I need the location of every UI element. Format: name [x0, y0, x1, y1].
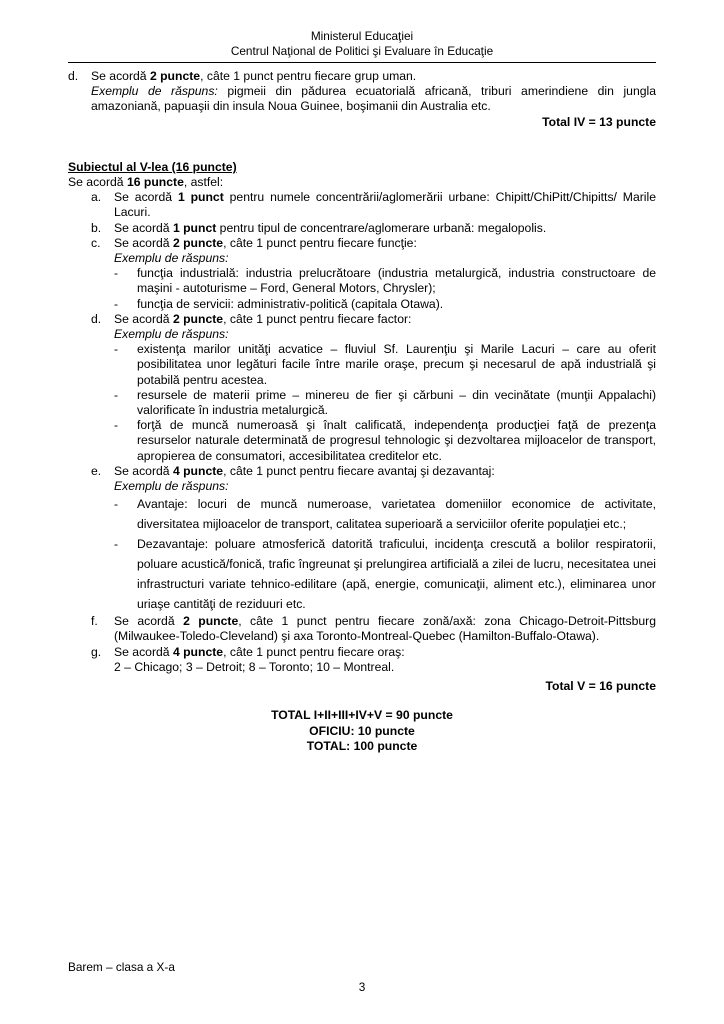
intro-points: 16 puncte	[126, 175, 184, 190]
item-text: , câte 1 punct pentru fiecare grup uman.	[200, 69, 417, 83]
subj5-intro	[68, 175, 656, 190]
example-label: Exemplu de răspuns:	[114, 479, 229, 494]
item-points: 2 puncte	[149, 69, 201, 83]
grand-total-sum: TOTAL I+II+III+IV+V = 90 puncte	[271, 708, 453, 723]
subj5-item-g	[91, 645, 656, 675]
subj5-item-e	[91, 464, 656, 494]
cities-list: 2 – Chicago; 3 – Detroit; 8 – Toronto; 10 – Montreal.	[114, 659, 395, 674]
item-label: c.	[91, 235, 101, 250]
item-points: 2 puncte	[183, 614, 239, 629]
header-ministry: Ministerul Educaţiei	[310, 29, 414, 43]
list-item-text: Dezavantaje: poluare atmosferică datorită traficului, incidenţa crescută a bolilor respiratorii, poluare acustică/fonică, trafic îngreunat şi prelungirea artificială a zilei de lucru, necesitatea unei infrastructuri variate tehnico-edilitare (apă, energie, comunicaţii, aliment etc.), eliminarea unor uriaşe cantităţi de reziduuri etc.	[137, 537, 656, 612]
item-label: d.	[68, 69, 79, 83]
list-item: - forţă de muncă numeroasă şi înalt calificată, independenţa producţiei faţă de prezenţa resurselor naturale determinată de progresul tehnologic şi dezvoltarea mijloacelor de transport, apropierea de consumatori, accesibilitatea creditelor etc.	[114, 418, 656, 463]
list-item-text: funcţia industrială: industria prelucrătoare (industria metalurgică, industria constructoare de maşini - autoturisme – Ford, General Motors, Chrysler);	[137, 266, 656, 296]
total-iv: Total IV = 13 puncte	[542, 114, 656, 129]
item-text: Se acordă	[114, 644, 173, 659]
item-points: 1 punct	[172, 220, 217, 235]
list-item-text: forţă de muncă numeroasă şi înalt calificată, independenţa producţiei faţă de prezenţa resurselor naturale determinată de progresul tehnologic şi dezvoltarea mijloacelor de transport, apropierea de consumatori, accesibilitatea creditelor etc.	[137, 418, 656, 463]
footer-label: Barem – clasa a X-a	[68, 960, 175, 974]
item-label: a.	[91, 190, 102, 205]
list-item-text: existenţa marilor unităţi acvatice – fluviul Sf. Laurenţiu şi Marile Lacuri – care au oferit posibilitatea unor legături facile între marile oraşe, precum şi necesarul de apă industrială şi potabilă pentru acestea.	[137, 342, 656, 387]
item-points: 4 puncte	[172, 644, 224, 659]
item-label: g.	[91, 644, 102, 659]
header-divider	[68, 62, 656, 63]
item-text: pentru numele concentrării/aglomerării urbane: Chipitt/ChiPitt/Chipitts/ Marile Lacuri.	[114, 190, 656, 220]
item-points: 2 puncte	[172, 311, 224, 326]
subj5-item-a	[91, 190, 656, 220]
item-text: , câte 1 punct pentru fiecare zonă/axă: zona Chicago-Detroit-Pittsburg (Milwaukee-Toledo-Cleveland) şi axa Toronto-Montreal-Quebec (Hamilton-Buffalo-Otawa).	[114, 614, 656, 644]
item-points: 4 puncte	[172, 463, 224, 478]
example-text: pigmeii din pădurea ecuatorială africană, triburi amerindiene din jungla amazoniană, papuaşii din insula Noua Guinee, boşimanii din Australia etc.	[91, 84, 656, 114]
item-points: 2 puncte	[172, 235, 224, 250]
total-v: Total V = 16 puncte	[545, 679, 656, 694]
item-text: Se acordă	[114, 220, 173, 235]
example-label: Exemplu de răspuns:	[114, 251, 229, 266]
intro-text: Se acordă	[68, 175, 127, 190]
list-item: - Dezavantaje: poluare atmosferică datorită traficului, incidenţa crescută a bolilor respiratorii, poluare acustică/fonică, trafic îngreunat şi prelungirea artificială a zilei de lucru, necesitatea unei infrastructuri variate tehnico-edilitare (apă, energie, comunicaţii, aliment etc.), eliminarea unor uriaşe cantităţi de reziduuri etc.	[114, 534, 656, 614]
item-label: b.	[91, 220, 102, 235]
item-label: e.	[91, 463, 102, 478]
item-label: f.	[91, 614, 98, 629]
subj5-item-c	[91, 236, 656, 266]
header-center: Centrul Naţional de Politici şi Evaluare în Educaţie	[230, 44, 494, 58]
page-number: 3	[358, 980, 366, 994]
item-text: , câte 1 punct pentru fiecare avantaj şi dezavantaj:	[223, 463, 495, 478]
item-text: Se acordă	[114, 235, 173, 250]
item-text: Se acordă	[114, 463, 173, 478]
item-text: , câte 1 punct pentru fiecare funcţie:	[223, 235, 417, 250]
list-item-text: funcţia de servicii: administrativ-politică (capitala Otawa).	[137, 296, 444, 311]
grand-total: TOTAL: 100 puncte	[306, 738, 418, 753]
list-item: - Avantaje: locuri de muncă numeroase, varietatea domeniilor economice de activitate, diversitatea mijloacelor de transport, calitatea superioară a serviciilor oferite populaţiei etc.;	[114, 494, 656, 534]
item-text: Se acordă	[91, 69, 150, 83]
item-text: , câte 1 punct pentru fiecare factor:	[223, 311, 412, 326]
subj5-item-b	[91, 221, 656, 236]
oficiu-points: OFICIU: 10 puncte	[309, 723, 415, 738]
example-label: Exemplu de răspuns:	[114, 327, 229, 342]
item-points: 1 punct	[177, 190, 224, 205]
page-header	[70, 29, 654, 59]
subj5-item-f	[91, 614, 656, 644]
list-item-text: resursele de materii prime – minereu de fier şi cărbuni – din vecinătate (munţii Appalachi) valorificate în industria metalurgică.	[137, 387, 656, 418]
subj4-item-d	[68, 69, 656, 115]
item-text: Se acordă	[114, 311, 173, 326]
list-item: - funcţia de servicii: administrativ-politică (capitala Otawa).	[114, 297, 656, 312]
item-text: Se acordă	[114, 190, 178, 205]
page-content	[68, 69, 656, 754]
list-item-text: Avantaje: locuri de muncă numeroase, varietatea domeniilor economice de activitate, diversitatea mijloacelor de transport, calitatea superioară a serviciilor oferite populaţiei etc.;	[137, 497, 656, 532]
subj5-title: Subiectul al V-lea (16 puncte)	[68, 159, 237, 174]
item-text: , câte 1 punct pentru fiecare oraş:	[223, 644, 405, 659]
intro-text: , astfel:	[183, 175, 224, 190]
item-label: d.	[91, 311, 102, 326]
list-item: - resursele de materii prime – minereu de fier şi cărbuni – din vecinătate (munţii Appalachi) valorificate în industria metalurgică.	[114, 387, 656, 418]
item-text: pentru tipul de concentrare/aglomerare urbană: megalopolis.	[216, 220, 547, 235]
item-text: Se acordă	[114, 614, 184, 629]
subj5-item-d	[91, 312, 656, 342]
list-item: - existenţa marilor unităţi acvatice – fluviul Sf. Laurenţiu şi Marile Lacuri – care au oferit posibilitatea unor legături facile între marile oraşe, precum şi necesarul de apă industrială şi potabilă pentru acestea.	[114, 342, 656, 387]
example-label: Exemplu de răspuns:	[91, 84, 218, 99]
list-item: - funcţia industrială: industria prelucrătoare (industria metalurgică, industria constructoare de maşini - autoturisme – Ford, General Motors, Chrysler);	[114, 266, 656, 296]
